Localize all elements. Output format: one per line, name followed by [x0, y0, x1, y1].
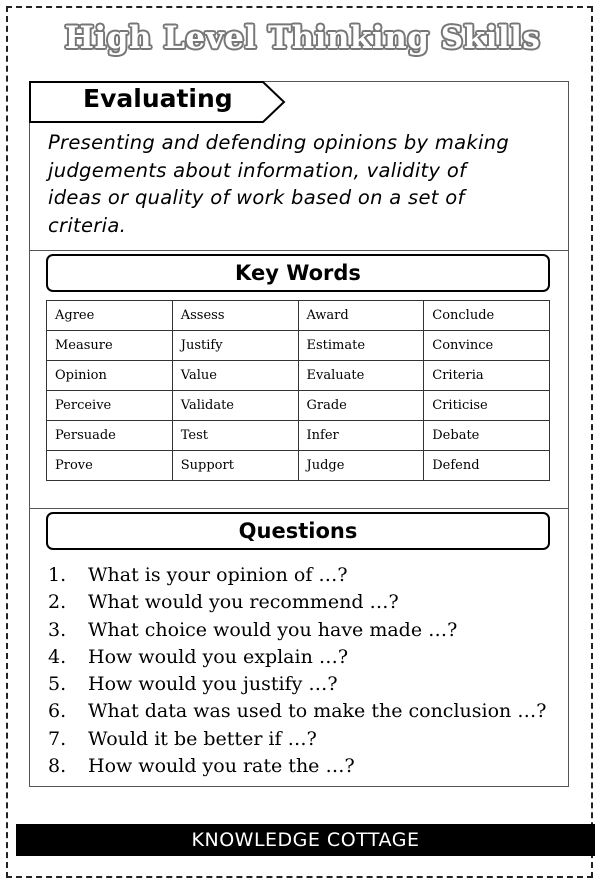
table-row [47, 301, 550, 331]
table-cell: Opinion [47, 361, 173, 391]
table-cell: Evaluate [298, 361, 424, 391]
item-number: 8. [48, 755, 67, 778]
description-line: judgements about information, validity of [48, 158, 467, 182]
description-line: ideas or quality of work based on a set of [48, 186, 465, 209]
key-words-heading: Key Words [46, 254, 550, 292]
table-cell: Validate [172, 391, 298, 421]
table-cell: Measure [47, 331, 173, 361]
item-text: Would it be better if …? [88, 727, 317, 750]
table-cell: Award [298, 301, 424, 331]
table-row [47, 391, 550, 421]
list-item [48, 698, 547, 725]
table-row [47, 421, 550, 451]
table-cell: Test [172, 421, 298, 451]
footer-banner: KNOWLEDGE COTTAGE [16, 824, 595, 856]
list-item [48, 644, 547, 671]
table-cell: Criteria [424, 361, 550, 391]
table-row [47, 361, 550, 391]
list-item [48, 617, 547, 644]
item-text: How would you explain …? [88, 645, 349, 668]
list-item [48, 562, 547, 589]
page-title: High Level Thinking Skills [64, 20, 541, 56]
description-line: Presenting and defending opinions by making [48, 131, 510, 154]
item-number: 2. [48, 591, 67, 614]
item-number: 3. [48, 618, 67, 641]
table-cell: Justify [172, 331, 298, 361]
table-cell: Estimate [298, 331, 424, 361]
item-number: 1. [48, 564, 67, 586]
table-row [47, 451, 550, 481]
item-text: What choice would you have made …? [88, 618, 458, 641]
list-item [48, 726, 547, 753]
table-cell: Prove [47, 451, 173, 481]
item-number: 4. [48, 645, 67, 668]
item-number: 7. [48, 727, 67, 750]
item-text: What would you recommend …? [88, 591, 399, 614]
item-number: 5. [48, 673, 67, 696]
item-text: How would you rate the …? [88, 755, 355, 778]
section-description [48, 129, 548, 239]
section-title: Evaluating [83, 84, 233, 113]
table-cell: Judge [298, 451, 424, 481]
list-item [48, 753, 547, 780]
item-text: What data was used to make the conclusion …? [88, 700, 547, 723]
table-cell: Agree [47, 301, 173, 331]
questions-list [48, 562, 547, 780]
table-cell: Criticise [424, 391, 550, 421]
table-cell: Infer [298, 421, 424, 451]
table-cell: Defend [424, 451, 550, 481]
table-cell: Convince [424, 331, 550, 361]
divider [29, 250, 569, 251]
list-item [48, 589, 547, 616]
item-text: How would you justify …? [88, 673, 338, 696]
item-number: 6. [48, 700, 67, 723]
description-line: criteria. [48, 213, 127, 237]
table-cell: Perceive [47, 391, 173, 421]
table-cell: Conclude [424, 301, 550, 331]
list-item [48, 671, 547, 698]
table-cell: Debate [424, 421, 550, 451]
table-cell: Persuade [47, 421, 173, 451]
table-row [47, 331, 550, 361]
table-cell: Support [172, 451, 298, 481]
table-cell: Grade [298, 391, 424, 421]
item-text: What is your opinion of …? [88, 564, 348, 586]
divider [29, 508, 569, 509]
key-words-table [46, 300, 550, 481]
table-cell: Value [172, 361, 298, 391]
table-cell: Assess [172, 301, 298, 331]
questions-heading: Questions [46, 512, 550, 550]
